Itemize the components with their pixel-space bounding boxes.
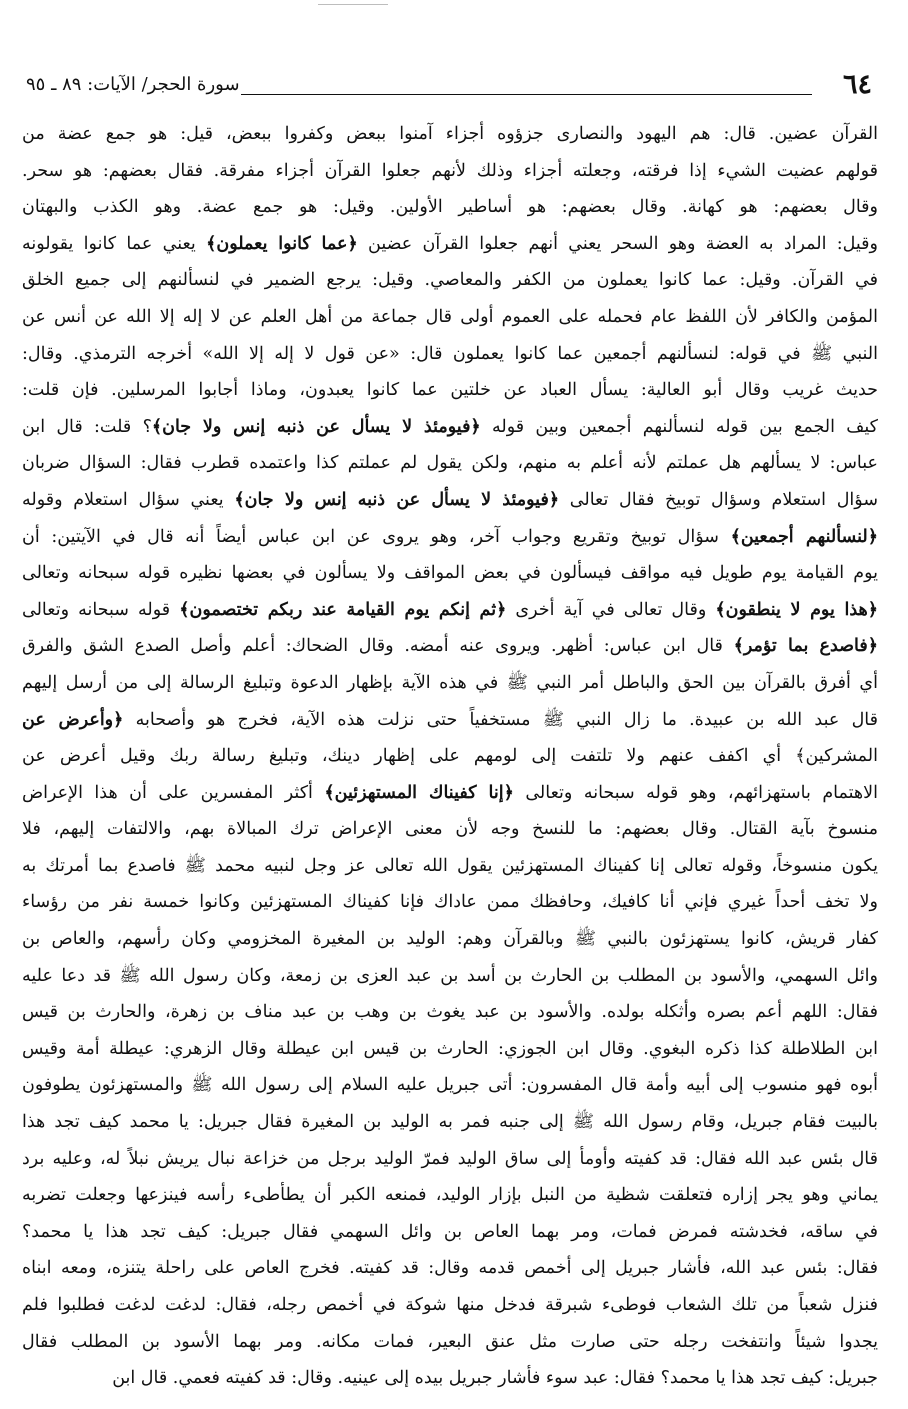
text-line: قال عبد الله بن عبيدة. ما زال النبي ﷺ مستخفياً حتى نزلت هذه الآية، فخرج هو وأصحابه ﴿وأعرض عن: [22, 709, 878, 730]
text-line: يوم القيامة يوم طويل فيه مواقف فيسألون في بعض المواقف ولا يسألون في بعضها نظيره قوله سبحانه وتعالى: [22, 563, 878, 584]
text-line: القرآن عضين. قال: هم اليهود والنصارى جزؤوه أجزاء آمنوا ببعض وكفروا ببعض، قيل: هو جمع عضة من: [22, 124, 878, 144]
text-line: الاهتمام باستهزائهم، وهو قوله سبحانه وتعالى ﴿إنا كفيناك المستهزئين﴾ أكثر المفسرين على أن هذا الإعراض: [22, 782, 878, 803]
text-line: قولهم عضيت الشيء إذا فرقته، وجعلته أجزاء وذلك لأنهم جعلوا القرآن أجزاء مفرقة. فقال بعضهم: هو سحر.: [22, 160, 878, 181]
text-line: وقال بعضهم: هو كهانة. وقال بعضهم: هو أساطير الأولين. وقيل: هو جمع عضة. وهو الكذب والبهتان: [22, 197, 878, 218]
text-line: ولا تخف أحداً غيري فإني أنا كافيك، وحافظك ممن عاداك فإنا كفيناك المستهزئين وكانوا خمسة نفر من رؤساء: [22, 892, 878, 913]
text-line: بالبيت فقام جبريل، وقام رسول الله ﷺ إلى جنبه فمر به الوليد بن المغيرة فقال جبريل: يا محمد كيف تجد هذا: [22, 1112, 878, 1133]
text-line: في القرآن. وقيل: عما كانوا يعملون من الكفر والمعاصي. وقيل: يرجع الضمير في لنسألنهم إلى جميع الخلق: [22, 270, 878, 291]
text-line: كيف الجمع بين قوله لنسألنهم أجمعين وبين قوله ﴿فيومئذ لا يسأل عن ذنبه إنس ولا جان﴾؟ قلت: قال ابن: [22, 416, 878, 437]
text-line: فقال: بئس عبد الله، فأشار جبريل إلى أخمص قدمه وقال: قد كفيته. فخرج العاص على راحلة يتنزه، ومعه ابناه: [22, 1258, 878, 1279]
header-rule: [241, 94, 812, 95]
text-line: ﴿لنسألنهم أجمعين﴾ سؤال توبيخ وتقريع وجواب آخر، وهو يروى عن ابن عباس أيضاً أنه قال في الآيتين: أن: [22, 526, 878, 547]
text-line: منسوخ بآية القتال. وقال بعضهم: ما للنسخ وجه لأن معنى الإعراض ترك المبالاة بهم، والالتفات إليهم، فلا: [22, 819, 878, 840]
text-line: أي أفرق بالقرآن بين الحق والباطل أمر النبي ﷺ في هذه الآية بإظهار الدعوة وتبليغ الرسالة إلى من أرسل إليهم: [22, 672, 878, 693]
text-line: سؤال استعلام وسؤال توبيخ فقال تعالى ﴿فيومئذ لا يسأل عن ذنبه إنس ولا جان﴾ يعني سؤال استعلام وقوله: [22, 489, 878, 510]
page-number: ٦٤: [842, 69, 872, 100]
text-line: ﴿فاصدع بما تؤمر﴾ قال ابن عباس: أظهر. ويروى عنه أمضه. وقال الضحاك: أعلم وأصل الصدع الشق والفرق: [22, 636, 878, 657]
text-line: يماني وهو يجر إزاره فتعلقت شظية من النبل بإزار الوليد، فمنعه الكبر أن يطأطىء رأسه فينزعها وجعلت تضربه: [22, 1185, 878, 1206]
text-line: فنزل شعباً من تلك الشعاب فوطىء شبرقة فدخل منها شوكة في أخمص رجله، فقال: لدغت لدغت فطلبوا فلم: [22, 1295, 878, 1315]
text-line: النبي ﷺ في قوله: لنسألنهم أجمعين عما كانوا يعملون قال: «عن قول لا إله إلا الله» أخرجه الترمذي. وقال:: [22, 343, 878, 364]
text-line: فقال: اللهم أعم بصره وأثكله بولده. والأسود بن عبد يغوث بن وهب بن عبد مناف بن زهرة، والحارث بن قيس: [22, 1002, 878, 1023]
text-line: حديث غريب وقال أبو العالية: يسأل العباد عن خلتين عما كانوا يعبدون، وماذا أجابوا المرسلين. فإن قلت:: [22, 380, 878, 401]
page-body: [22, 116, 878, 1397]
text-line: وائل السهمي، والأسود بن المطلب بن الحارث بن أسد بن عبد العزى بن زمعة، وكان رسول الله ﷺ قد دعا عليه: [22, 965, 878, 986]
text-line: في ساقه، فخدشته فمرض فمات، ومر بهما العاص بن وائل السهمي فقال جبريل: كيف تجد هذا يا محمد؟: [22, 1221, 878, 1242]
text-line: وقيل: المراد به العضة وهو السحر يعني أنهم جعلوا القرآن عضين ﴿عما كانوا يعملون﴾ يعني عما كانوا يقولونه: [22, 233, 878, 254]
text-line: ابن الطلاطلة كذا ذكره البغوي. وقال ابن الجوزي: الحارث بن قيس ابن عيطلة وقال الزهري: عيطلة أمة وقيس: [22, 1038, 878, 1059]
text-line: أبوه فهو منسوب إلى أبيه وأمة قال المفسرون: أتى جبريل عليه السلام إلى رسول الله ﷺ والمستهزئون يطوفون: [22, 1075, 878, 1096]
text-line: قال بئس عبد الله فقال: قد كفيته وأومأ إلى ساق الوليد فمرّ الوليد برجل من خزاعة نبال يريش نبلاً له، وعليه برد: [22, 1148, 878, 1169]
text-line: عباس: لا يسألهم هل عملتم لأنه أعلم به منهم، ولكن يقول لم عملتم كذا واعتمده قطرب فقال: السؤال ضربان: [22, 453, 878, 474]
text-line: كفار قريش، كانوا يستهزئون بالنبي ﷺ وبالقرآن وهم: الوليد بن المغيرة المخزومي وكان رأسهم، والعاص بن: [22, 929, 878, 950]
text-line: يجدوا شيئاً وانتفخت رجله حتى صارت مثل عنق البعير، فمات مكانه. ومر بهما الأسود بن المطلب فقال: [22, 1331, 878, 1352]
text-line: يكون منسوخاً، وقوله تعالى إنا كفيناك المستهزئين يقول الله تعالى عز وجل لنبيه محمد ﷺ فاصدع بما أمرتك به: [22, 855, 878, 876]
text-line: جبريل: كيف تجد هذا يا محمد؟ فقال: عبد سوء فأشار جبريل بيده إلى عينيه. وقال: قد كفيته فعمي. قال ابن: [112, 1368, 878, 1389]
scan-artifact: [318, 4, 388, 5]
text-line: المؤمن والكافر لأن اللفظ عام فحمله على العموم أولى قال جماعة من أهل العلم عن لا إله إلا الله عن أنس عن: [22, 306, 878, 327]
running-title: سورة الحجر/ الآيات: ٨٩ ـ ٩٥: [26, 74, 240, 95]
page-header: [26, 66, 872, 104]
text-line: المشركين﴾ أي اكفف عنهم ولا تلتفت إلى لومهم على إظهار دينك، وتبليغ رسالة ربك وقيل أعرض عن: [22, 746, 878, 767]
text-line: ﴿هذا يوم لا ينطقون﴾ وقال تعالى في آية أخرى ﴿ثم إنكم يوم القيامة عند ربكم تختصمون﴾ قوله سبحانه وتعالى: [22, 599, 878, 620]
